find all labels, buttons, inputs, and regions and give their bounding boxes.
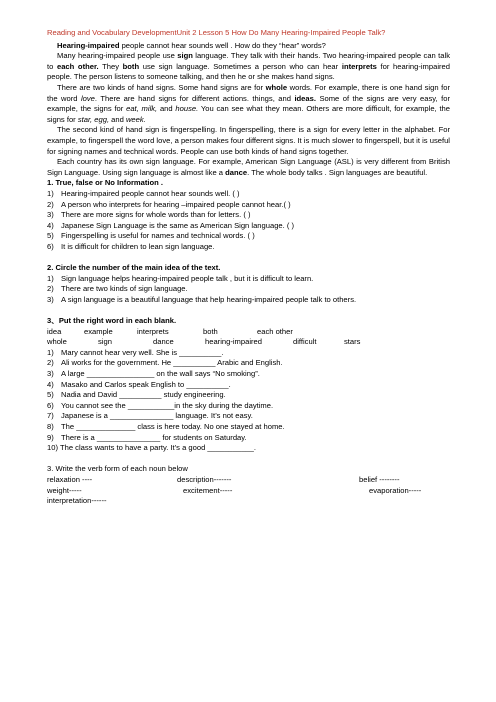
paragraph-text: You can see what they mean. Others are more difficult, for example, the signs for [47,104,451,124]
list-item [47,242,450,253]
bold-term: sign [177,51,193,61]
section-2-heading: 2. Circle the number of the main idea of the text. [47,263,221,273]
spacer [47,454,450,465]
list-item [47,200,450,211]
verb-row-3 [47,496,450,507]
italic-term: eat, milk, [126,104,158,114]
item-text: Mary cannot hear very well. She is __________. [61,347,224,357]
item-text: Hearing-impaired people cannot hear sounds well. ( ) [61,188,240,198]
item-text: The ______________ class is here today. No one stayed at home. [61,421,285,431]
paragraph-text: and [157,104,176,114]
list-item [47,210,450,221]
item-text: There is a _______________ for students on Saturday. [61,432,247,442]
item-text: A person who interprets for hearing –impaired people cannot hear.( ) [61,199,291,209]
section-1-list [47,189,450,253]
list-item [47,348,450,359]
list-item [47,358,450,369]
paragraph-2 [47,51,450,83]
list-item [47,284,450,295]
item-text: Japanese is a _______________ language. It’s not easy. [61,411,253,421]
bold-term: ideas. [294,93,316,103]
list-item [47,401,450,412]
list-item [47,369,450,380]
item-text: Fingerspelling is useful for names and technical words. ( ) [61,231,255,241]
item-number: 8) [47,421,54,431]
paragraph-text: use sign language. Sometimes a person who can hear [139,61,342,71]
item-number: 1) [47,273,54,283]
section-2-list [47,274,450,306]
bold-term: whole [265,82,288,92]
word-bank-item: dance [153,337,174,347]
paragraph-text: There are two kinds of hand signs. Some hand signs are for [57,82,266,92]
paragraph-text: words. For example, there is one hand sign for the word [47,82,450,103]
italic-term: house. [175,104,199,114]
word-bank-item: difficult [293,337,317,347]
paragraph-text: language. They talk with their hands. Two hearing-impaired people can talk to [47,51,450,71]
item-number: 5) [47,390,54,400]
paragraph-text: They [98,61,123,71]
verb-row-2 [47,486,450,497]
item-text: It is difficult for children to lean sign language. [61,241,215,251]
bold-term: both [122,61,140,71]
item-number: 4) [47,379,54,389]
list-item [47,411,450,422]
paragraph-text: people cannot hear sounds well . How do they “hear” words? [119,40,326,50]
list-item [47,422,450,433]
verb-item: excitement----- [183,485,233,495]
list-item [47,295,450,306]
item-number: 3) [47,294,54,304]
list-item [47,390,450,401]
item-number: 1) [47,347,54,357]
verb-item: description------- [177,474,232,484]
item-number: 2) [47,358,54,368]
verb-row-1 [47,475,450,486]
item-text: Masako and Carlos speak English to __________. [61,379,231,389]
paragraph-4: The second kind of hand sign is fingerspelling. In fingerspelling, there is a sign for every letter in the alphabet. For example, to fingerspell the word love, a person makes four different signs. It is much slower to fingerspell, but it is useful for signing names and technical words. People can use both kinds of hand signs together. [47,125,450,156]
item-number: 6) [47,241,54,251]
bold-term: dance [225,167,248,177]
item-number: 9) [47,432,54,442]
item-number: 2) [47,199,54,209]
verb-item: relaxation ---- [47,474,93,484]
bold-term: interprets [341,61,377,71]
list-item [47,189,450,200]
document-title: Reading and Vocabulary DevelopmentUnit 2 Lesson 5 How Do Many Hearing-Impaired People Talk? [47,28,386,37]
verb-item: evaporation----- [369,485,422,495]
word-bank-item: idea [47,326,62,336]
paragraph-5 [47,157,450,178]
item-number: 3) [47,369,54,378]
verb-item: weight----- [47,485,82,495]
section-3-list [47,348,450,454]
verb-item: interpretation------ [47,496,107,506]
item-number: 6) [47,400,54,410]
bold-term: each other. [56,61,99,71]
word-bank-item: stars [344,337,361,347]
bold-term: Hearing-impaired [57,40,120,50]
paragraph-3 [47,83,450,125]
item-text: There are two kinds of sign language. [61,284,188,294]
spacer [47,252,450,263]
italic-term: love [80,93,95,103]
item-number: 10) [47,443,58,453]
verb-item: belief -------- [359,474,400,484]
italic-term: week. [125,114,146,124]
word-bank-item: sign [98,337,112,347]
word-bank-item: interprets [137,326,169,336]
section-3-heading: 3、Put the right word in each blank. [47,316,177,326]
list-item [47,380,450,391]
paragraph-text: Many hearing-impaired people use [57,51,178,61]
item-text: The class wants to have a party. It’s a good ___________. [59,443,256,453]
word-bank-item: both [203,326,218,336]
word-bank-row-2 [47,337,450,348]
spacer [47,305,450,316]
paragraph-text: Each country has its own sign language. For example, American Sign Language (ASL) is very different from British Sign Language. Using sign language is almost like a [47,157,450,177]
item-text: Nadia and David __________ study engineering. [61,390,226,400]
paragraph-text: . There are hand signs for different actions. things, and [94,93,295,103]
item-text: Japanese Sign Language is the same as American Sign language. ( ) [61,220,295,230]
item-number: 1) [47,188,54,198]
word-bank-item: hearing-impaired [205,337,262,347]
section-1-heading: 1. True, false or No Information . [47,178,164,188]
list-item [47,231,450,242]
item-text: You cannot see the ___________in the sky during the daytime. [61,400,274,410]
list-item [47,433,450,444]
list-item [47,443,450,454]
paragraph-text: for hearing-impaired people. The person listens to someone talking, and then he or she makes hand signs. [47,61,450,82]
item-text: Sign language helps hearing-impaired people talk , but it is difficult to learn. [61,273,314,283]
section-4-heading: 3. Write the verb form of each noun below [47,464,188,474]
item-text: There are more signs for whole words than for letters. ( ) [61,210,251,220]
word-bank-row-1 [47,327,450,338]
paragraph-text: . The whole body talks . Sign languages are beautiful. [247,167,428,177]
item-number: 2) [47,284,54,294]
item-number: 5) [47,231,54,241]
item-text: Ali works for the government. He __________ Arabic and English. [61,358,283,368]
item-number: 7) [47,411,54,421]
word-bank-item: each other [257,326,293,336]
list-item [47,274,450,285]
italic-term: star, egg, [77,114,110,124]
paragraph-1 [47,41,450,52]
word-bank-item: whole [47,337,67,347]
paragraph-text: Some of the signs are very easy, for example, the signs for [47,93,450,114]
item-number: 3) [47,210,54,220]
document-body [47,28,450,507]
paragraph-text: and [109,114,126,124]
word-bank-item: example [84,326,113,336]
item-text: A sign language is a beautiful language that help hearing-impaired people talk to others. [61,294,357,304]
item-text: A large ________________ on the wall says “No smoking”. [61,369,260,378]
item-number: 4) [47,220,54,230]
list-item [47,221,450,232]
